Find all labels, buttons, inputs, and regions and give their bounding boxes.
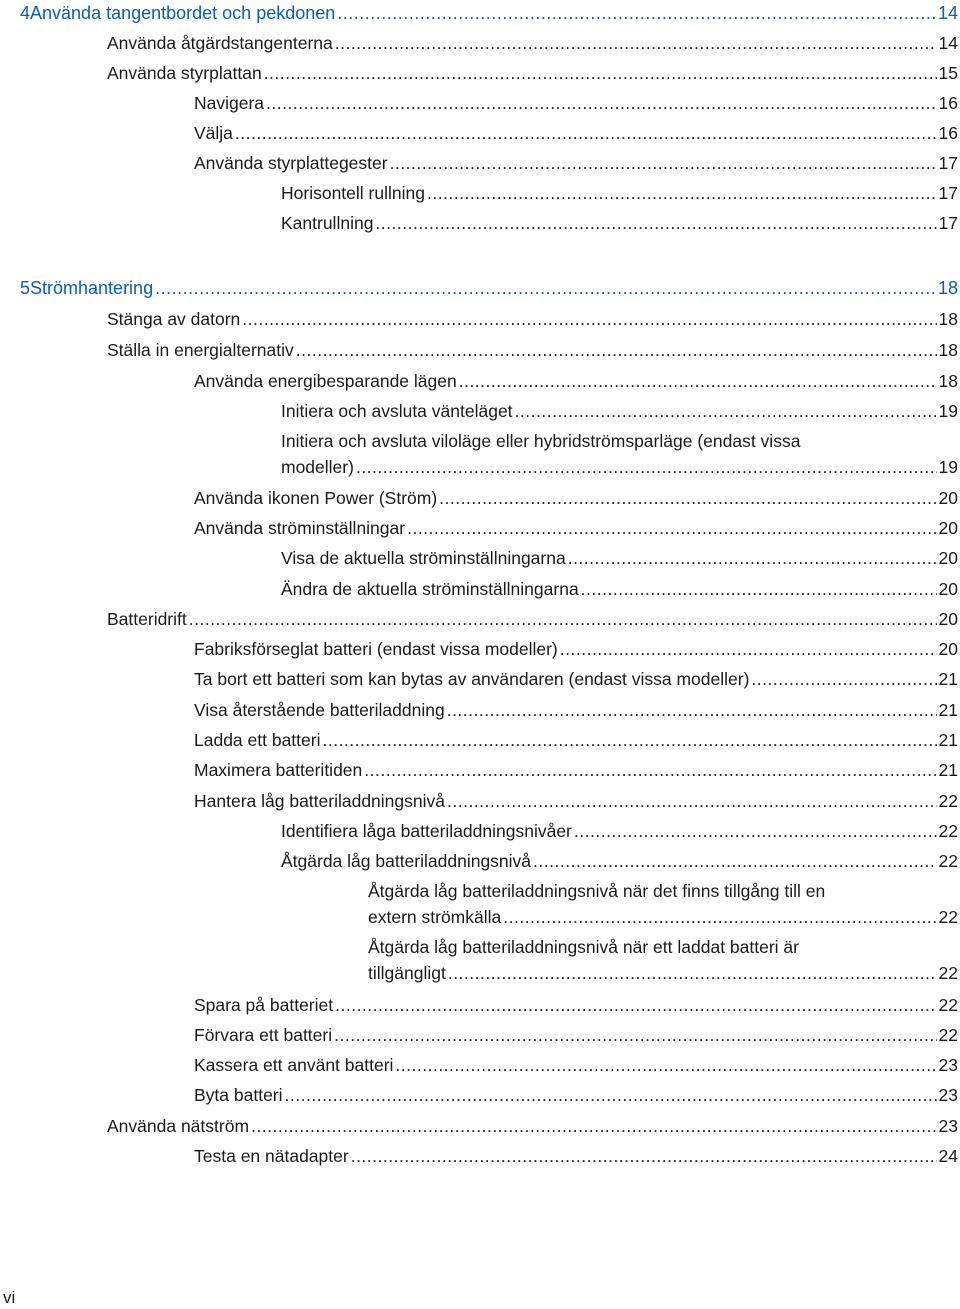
- toc-entry-title: Stänga av datorn: [107, 309, 241, 329]
- dot-leader: [390, 150, 937, 176]
- toc-entry-title: Åtgärda låg batteriladdningsnivå: [281, 851, 532, 871]
- dot-leader: [266, 90, 936, 116]
- toc-entry[interactable]: [194, 90, 958, 116]
- dot-leader: [155, 275, 936, 301]
- toc-page-number: 20: [938, 548, 958, 568]
- toc-entry[interactable]: [281, 848, 958, 874]
- chapter-number: 4: [20, 3, 31, 23]
- toc-entry-title: Ställa in energialternativ: [107, 340, 294, 360]
- toc-entry[interactable]: [281, 180, 958, 206]
- toc-page-number: 20: [938, 579, 958, 599]
- toc-entry-title: Byta batteri: [194, 1085, 283, 1105]
- toc-page-number: 16: [938, 123, 958, 143]
- dot-leader: [285, 1082, 937, 1108]
- dot-leader: [533, 848, 936, 874]
- toc-chapter-entry[interactable]: [20, 0, 958, 26]
- toc-page-number: 24: [938, 1146, 958, 1166]
- toc-entry[interactable]: [194, 1143, 958, 1169]
- toc-entry-title: Använda ströminställningar: [194, 518, 406, 538]
- toc-entry-title: Använda ikonen Power (Ström): [194, 488, 438, 508]
- dot-leader: [751, 666, 936, 692]
- toc-page-number: 22: [938, 995, 958, 1015]
- toc-page-number: 18: [938, 309, 958, 329]
- toc-page-number: 17: [938, 183, 958, 203]
- chapter-number: 5: [20, 278, 31, 298]
- toc-entry-title: Använda styrplattegester: [194, 153, 388, 173]
- dot-leader: [335, 992, 936, 1018]
- toc-page-number: 21: [938, 760, 958, 780]
- dot-leader: [515, 398, 937, 424]
- toc-entry-title: Hantera låg batteriladdningsnivå: [194, 791, 445, 811]
- toc-entry-title: Kassera ett använt batteri: [194, 1055, 394, 1075]
- dot-leader: [334, 1022, 936, 1048]
- toc-entry[interactable]: [107, 60, 958, 86]
- toc-entry[interactable]: [194, 150, 958, 176]
- dot-leader: [296, 337, 937, 363]
- toc-page-number: 18: [938, 340, 958, 360]
- dot-leader: [335, 30, 937, 56]
- toc-entry-title: Använda åtgärdstangenterna: [107, 33, 333, 53]
- toc-entry[interactable]: [194, 1022, 958, 1048]
- dot-leader: [351, 1143, 937, 1169]
- toc-entry-title: Använda tangentbordet och pekdonen: [30, 3, 336, 23]
- toc-entry[interactable]: [194, 992, 958, 1018]
- toc-entry-title: Horisontell rullning: [281, 183, 425, 203]
- toc-page-number: 21: [938, 730, 958, 750]
- toc-page-number: 17: [938, 213, 958, 233]
- toc-entry[interactable]: [194, 757, 958, 783]
- page-number: vi: [3, 1288, 16, 1307]
- toc-entry[interactable]: [194, 636, 958, 662]
- toc-entry-title: Strömhantering: [30, 278, 154, 298]
- toc-entry-title: tillgängligt: [368, 963, 446, 983]
- dot-leader: [581, 576, 937, 602]
- dot-leader: [242, 306, 936, 332]
- toc-entry[interactable]: [281, 576, 958, 602]
- dot-leader: [235, 120, 937, 146]
- toc-page-number: 20: [938, 488, 958, 508]
- toc-entry-title: Identifiera låga batteriladdningsnivåer: [281, 821, 572, 841]
- dot-leader: [459, 368, 937, 394]
- toc-entry-title: Använda energibesparande lägen: [194, 371, 457, 391]
- toc-entry[interactable]: [107, 306, 958, 332]
- toc-entry[interactable]: [107, 606, 958, 632]
- toc-entry-title: Ladda ett batteri: [194, 730, 321, 750]
- toc-page-number: 15: [938, 63, 958, 83]
- toc-entry-title: Ta bort ett batteri som kan bytas av användaren (endast vissa modeller): [194, 669, 750, 689]
- toc-entry-title: Testa en nätadapter: [194, 1146, 349, 1166]
- toc-entry[interactable]: [281, 428, 958, 480]
- toc-entry-title: Visa återstående batteriladdning: [194, 700, 445, 720]
- toc-entry-title-line: Åtgärda låg batteriladdningsnivå när det finns tillgång till en: [368, 881, 826, 901]
- toc-entry[interactable]: [194, 788, 958, 814]
- dot-leader: [447, 697, 937, 723]
- toc-entry[interactable]: [194, 697, 958, 723]
- toc-entry[interactable]: [368, 934, 958, 986]
- toc-entry-title-line: Åtgärda låg batteriladdningsnivå när ett laddat batteri är: [368, 937, 799, 957]
- toc-entry[interactable]: [368, 878, 958, 930]
- toc-page-number: 23: [938, 1116, 958, 1136]
- toc-entry[interactable]: [194, 1052, 958, 1078]
- toc-entry[interactable]: [107, 337, 958, 363]
- toc-entry-title: Navigera: [194, 93, 265, 113]
- toc-page-number: 14: [938, 33, 958, 53]
- toc-page-number: 18: [937, 278, 958, 298]
- dot-leader: [251, 1113, 937, 1139]
- toc-page-number: 16: [938, 93, 958, 113]
- toc-page-number: 22: [938, 1025, 958, 1045]
- toc-page-number: 23: [938, 1085, 958, 1105]
- toc-entry-title: Ändra de aktuella ströminställningarna: [281, 579, 579, 599]
- dot-leader: [407, 515, 936, 541]
- toc-entry[interactable]: [107, 1113, 958, 1139]
- toc-entry[interactable]: [194, 666, 958, 692]
- toc-page-number: 18: [938, 371, 958, 391]
- toc-page-number: 14: [937, 3, 958, 23]
- dot-leader: [439, 485, 936, 511]
- dot-leader: [356, 454, 937, 480]
- dot-leader: [448, 960, 937, 986]
- toc-entry-title: Kantrullning: [281, 213, 374, 233]
- toc-page-number: 17: [938, 153, 958, 173]
- toc-page-number: 19: [938, 401, 958, 421]
- dot-leader: [568, 545, 937, 571]
- toc-entry-title-line: Initiera och avsluta viloläge eller hybridströmsparläge (endast vissa: [281, 431, 801, 451]
- dot-leader: [264, 60, 937, 86]
- toc-page-number: 19: [938, 457, 958, 477]
- toc-entry[interactable]: [194, 1082, 958, 1108]
- toc-page-number: 22: [938, 907, 958, 927]
- toc-entry[interactable]: [194, 120, 958, 146]
- dot-leader: [574, 818, 937, 844]
- toc-entry-title: Välja: [194, 123, 233, 143]
- toc-entry[interactable]: [194, 368, 958, 394]
- toc-entry-title: extern strömkälla: [368, 907, 502, 927]
- toc-page-number: 21: [938, 669, 958, 689]
- dot-leader: [427, 180, 937, 206]
- toc-entry-title: Maximera batteritiden: [194, 760, 363, 780]
- dot-leader: [560, 636, 937, 662]
- toc-entry-title: Spara på batteriet: [194, 995, 334, 1015]
- dot-leader: [375, 210, 936, 236]
- toc-entry-title: Visa de aktuella ströminställningarna: [281, 548, 566, 568]
- toc-entry[interactable]: [107, 30, 958, 56]
- dot-leader: [322, 727, 936, 753]
- dot-leader: [395, 1052, 936, 1078]
- toc-entry-title: Använda nätström: [107, 1116, 250, 1136]
- dot-leader: [364, 757, 936, 783]
- toc-page-number: 20: [938, 518, 958, 538]
- dot-leader: [447, 788, 937, 814]
- dot-leader: [503, 904, 936, 930]
- toc-entry-title: Initiera och avsluta vänteläget: [281, 401, 513, 421]
- toc-entry-title: Fabriksförseglat batteri (endast vissa modeller): [194, 639, 558, 659]
- toc-entry[interactable]: [194, 485, 958, 511]
- toc-entry-title: Använda styrplattan: [107, 63, 262, 83]
- toc-page-number: 22: [938, 791, 958, 811]
- toc-page-number: 21: [938, 700, 958, 720]
- toc-chapter-entry[interactable]: [20, 275, 958, 301]
- toc-entry[interactable]: [281, 210, 958, 236]
- toc-entry-title: Batteridrift: [107, 609, 187, 629]
- toc-page-number: 22: [938, 821, 958, 841]
- toc-entry[interactable]: [281, 818, 958, 844]
- toc-page-number: 20: [938, 639, 958, 659]
- dot-leader: [337, 0, 936, 26]
- toc-entry[interactable]: [194, 515, 958, 541]
- toc-page-number: 22: [938, 851, 958, 871]
- toc-entry-title: Förvara ett batteri: [194, 1025, 333, 1045]
- dot-leader: [189, 606, 937, 632]
- toc-entry[interactable]: [194, 727, 958, 753]
- toc-page-number: 23: [938, 1055, 958, 1075]
- toc-entry-title: modeller): [281, 457, 354, 477]
- toc-entry[interactable]: [281, 398, 958, 424]
- toc-page-number: 20: [938, 609, 958, 629]
- toc-entry[interactable]: [281, 545, 958, 571]
- toc-page-number: 22: [938, 963, 958, 983]
